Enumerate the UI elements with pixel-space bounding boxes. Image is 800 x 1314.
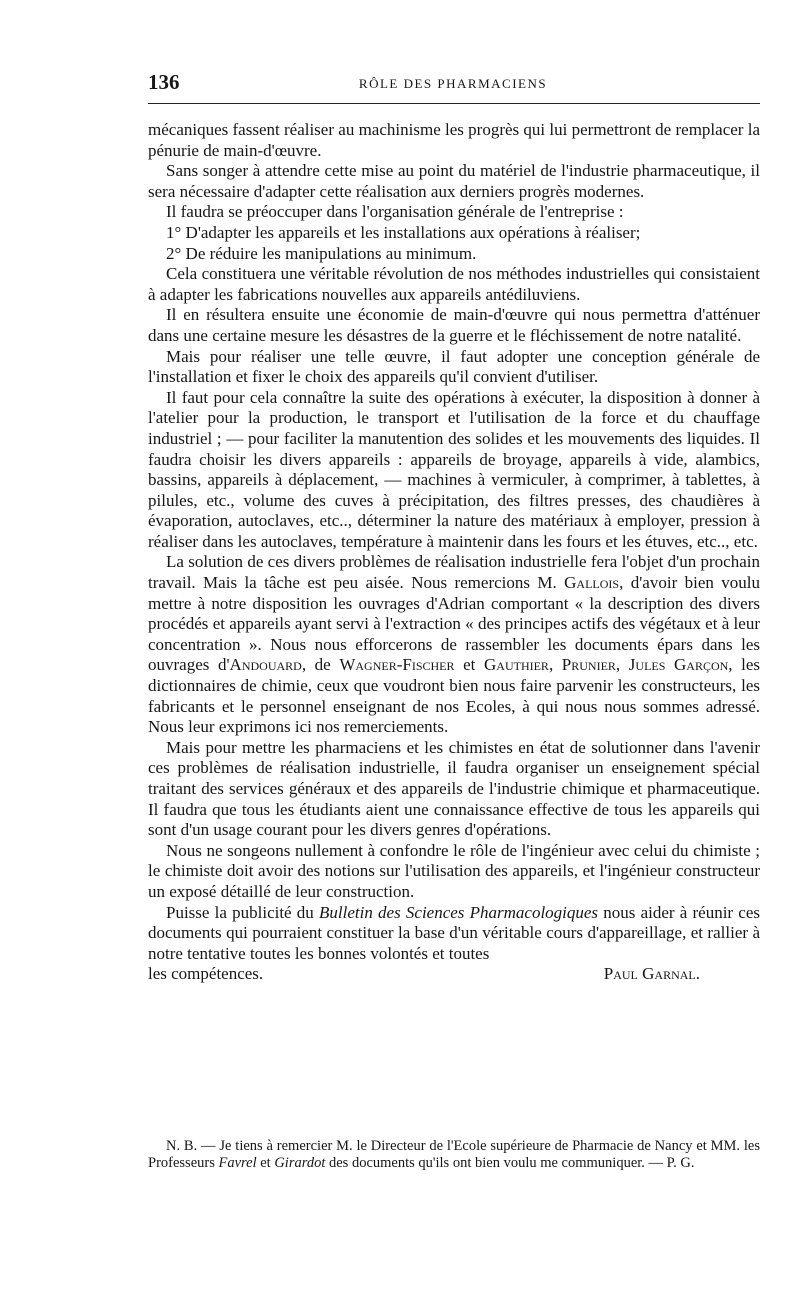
list-item: 1° D'adapter les appareils et les installations aux opérations à réaliser; [166, 222, 641, 242]
signature: Paul Garnal. [603, 964, 700, 984]
text-run: , les dictionnaires de chimie, ceux que voudront bien nous faire parvenir les constructeurs, les fabricants et le personnel enseignant de nos Ecoles, à qui nous nous sommes adressé. Nous leur exprimons ici nos remerciements. [148, 655, 761, 737]
text-run: et [454, 655, 484, 675]
text-run: les compétences. [148, 964, 264, 984]
text-run: des documents qu'ils ont bien voulu me communiquer. — P. G. [325, 1154, 695, 1171]
text-run: N. B. — Je tiens à remercier M. le Directeur de l'Ecole supérieure de Pharmacie de Nancy et MM. les Professeurs [148, 1138, 760, 1171]
paragraph: Nous ne songeons nullement à confondre le rôle de l'ingénieur avec celui du chimiste ; le chimiste doit avoir des notions sur l'utilisation des appareils, et l'ingénieur constructeur un exposé détaillé de leur construction. [148, 840, 760, 901]
page-header [148, 70, 758, 100]
text-run: La solution de ces divers problèmes de réalisation industrielle fera l'objet d'un prochain travail. Mais la tâche est peu aisée. Nous remercions M. [148, 552, 760, 593]
footnote [148, 1138, 760, 1171]
author-name: Gauthier [484, 655, 549, 675]
professor-name: Girardot [274, 1154, 326, 1171]
paragraph: Il faudra se préoccuper dans l'organisation générale de l'entreprise : [166, 202, 624, 222]
closing-line [148, 964, 760, 985]
author-name: Prunier [561, 655, 616, 675]
body-text [148, 120, 760, 985]
paragraph [148, 552, 760, 737]
author-name: Wagner-Fischer [339, 655, 455, 675]
paragraph: Il en résultera ensuite une économie de main-d'œuvre qui nous permettra d'atténuer dans une certaine mesure les désastres de la guerre et le fléchissement de notre natalité. [148, 305, 760, 345]
paragraph: Cela constituera une véritable révolution de nos méthodes industrielles qui consistaient à adapter les fabrications nouvelles aux appareils antédiluviens. [148, 264, 760, 304]
author-name: Andouard [229, 655, 302, 675]
text-run: , d'avoir bien voulu mettre à notre disposition les ouvrages d'Adrian comportant « la description des divers procédés et appareils ayant servi à l'extraction « des principes actifs des végétaux et à leur concentration ». Nous nous efforcerons de rassembler les documents épars dans les ouvrages d' [148, 573, 760, 675]
paragraph: Il faut pour cela connaître la suite des opérations à exécuter, la disposition à donner à l'atelier pour la production, le transport et l'utilisation de la force et du chauffage industriel ; — pour faciliter la manutention des solides et les mouvements des liquides. Il faudra choisir les divers appareils : appareils de broyage, appareils à vide, alambics, bassins, appareils à déplacement, — machines à vermiculer, à comprimer, à tablettes, à pilules, etc., volume des cuves à précipitation, des filtres presses, des chaudières à évaporation, autoclaves, etc.., déterminer la nature des matériaux à employer, pression à réaliser dans les autoclaves, température à maintenir dans les fours et les étuves, etc.., etc. [148, 387, 760, 551]
header-rule [148, 103, 760, 104]
paragraph: Mais pour réaliser une telle œuvre, il faut adopter une conception générale de l'installation et fixer le choix des appareils qu'il convient d'utiliser. [148, 346, 760, 387]
paragraph: mécaniques fassent réaliser au machinisme les progrès qui lui permettront de remplacer la pénurie de main-d'œuvre. [148, 120, 760, 160]
paragraph: Sans songer à attendre cette mise au point du matériel de l'industrie pharmaceutique, il sera nécessaire d'adapter cette réalisation aux derniers progrès modernes. [148, 161, 760, 201]
author-name: Jules Garçon [628, 655, 729, 675]
text-run: , de [301, 655, 340, 675]
author-name: Gallois [564, 573, 620, 593]
journal-title: Bulletin des Sciences Pharmacologiques [319, 902, 599, 922]
paragraph: Mais pour mettre les pharmaciens et les chimistes en état de solutionner dans l'avenir ces problèmes de réalisation industrielle, il faudra organiser un enseignement spécial traitant des services généraux et des appareils de l'industrie chimique et pharmaceutique. Il faudra que tous les étudiants aient une connaissance effective de tous les appareils qui sont d'un usage courant pour les divers genres d'opérations. [148, 737, 760, 840]
running-head: RÔLE DES PHARMACIENS [358, 76, 548, 91]
text-run: et [256, 1154, 275, 1171]
text-run: , [548, 655, 562, 675]
text-run: , [615, 655, 629, 675]
professor-name: Favrel [218, 1154, 257, 1171]
footnote-text [148, 1138, 760, 1171]
text-run: Puisse la publicité du [166, 902, 320, 922]
list-item: 2° De réduire les manipulations au minimum. [166, 243, 477, 263]
page-number: 136 [148, 70, 180, 94]
text-run: nous aider à réunir ces documents qui pourraient constituer la base d'un véritable cours d'appareillage, et rallier à notre tentative toutes les bonnes volontés et toutes [148, 902, 760, 963]
paragraph [148, 903, 760, 965]
